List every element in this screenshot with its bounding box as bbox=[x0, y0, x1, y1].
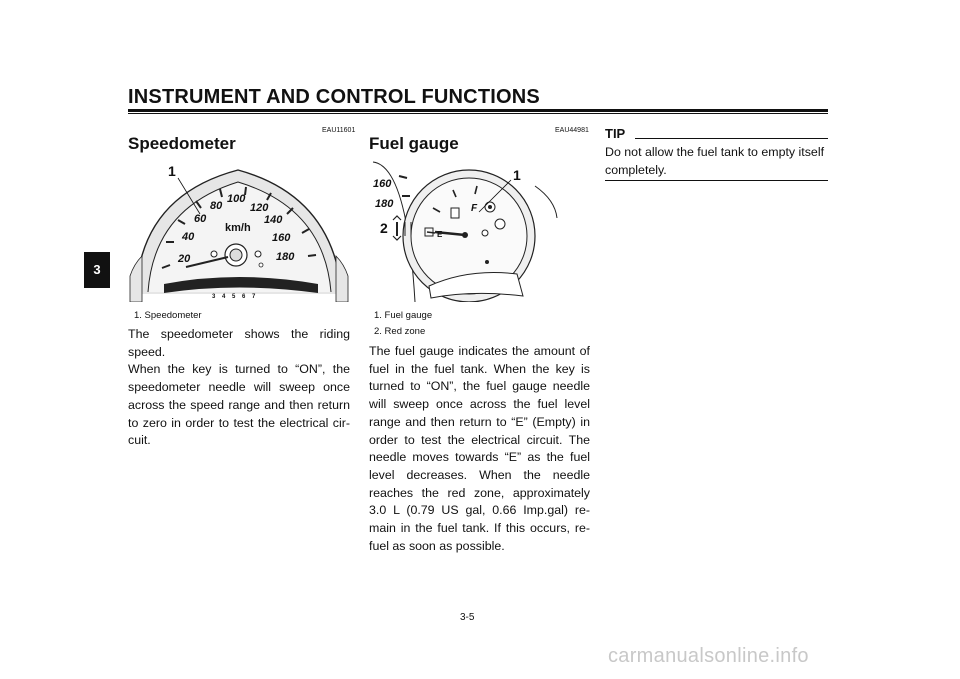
fuel-body: The fuel gauge indicates the amount of fuel in the fuel tank. When the key is turned to “ON”, the fuel gauge needle will sweep once across the fuel level range and then return to “E” (Empty) in order to test the electrical circuit. The needle moves towards “E” as the fuel level decreases. When the needle reaches the red zone, approximately 3.0 L (0.79 US gal, 0.66 Imp.gal) re-main in the fuel tank. If this occurs, re-fuel as soon as possible. bbox=[369, 344, 590, 553]
tip-bottom-rule bbox=[605, 180, 828, 181]
speed-label-80: 80 bbox=[210, 200, 223, 212]
speedometer-figure bbox=[128, 156, 350, 302]
fuel-caption-1: 1. Fuel gauge bbox=[374, 310, 433, 321]
fuel-gauge-illustration bbox=[369, 156, 591, 302]
fuel-title: Fuel gauge bbox=[369, 134, 459, 153]
speedometer-title: Speedometer bbox=[128, 134, 236, 153]
fuel-code: EAU44981 bbox=[555, 127, 589, 134]
tach-digit-5: 5 bbox=[232, 294, 236, 300]
speed-label-20: 20 bbox=[178, 253, 191, 265]
speedometer-illustration bbox=[128, 156, 350, 302]
fuel-callout-1: 1 bbox=[513, 167, 521, 183]
tip-text: Do not allow the fuel tank to empty itself completely. bbox=[605, 145, 825, 177]
fuel-caption-2: 2. Red zone bbox=[374, 326, 426, 337]
chapter-tab: 3 bbox=[84, 252, 110, 288]
speed-label-40: 40 bbox=[182, 231, 195, 243]
header-rule-thin bbox=[128, 113, 828, 114]
watermark: carmanualsonline.info bbox=[608, 645, 809, 667]
speedometer-callout-1: 1 bbox=[168, 163, 176, 179]
tach-digit-3: 3 bbox=[212, 294, 216, 300]
speed-label-160: 160 bbox=[272, 232, 291, 244]
page-number: 3-5 bbox=[460, 612, 475, 623]
speed-label-100: 100 bbox=[227, 193, 246, 205]
tach-digit-6: 6 bbox=[242, 294, 246, 300]
speed-label-120: 120 bbox=[250, 202, 269, 214]
speedometer-caption: 1. Speedometer bbox=[134, 310, 202, 321]
tip-label: TIP bbox=[605, 126, 626, 141]
fuel-empty-mark: E bbox=[437, 230, 443, 239]
speed-unit: km/h bbox=[225, 222, 251, 234]
tip-top-rule bbox=[635, 138, 828, 139]
page-header-title: INSTRUMENT AND CONTROL FUNCTIONS bbox=[128, 86, 540, 108]
header-rule bbox=[128, 109, 828, 112]
speedometer-code: EAU11601 bbox=[322, 127, 356, 134]
speed-label-60: 60 bbox=[194, 213, 207, 225]
speed-label-140: 140 bbox=[264, 214, 283, 226]
tach-digit-7: 7 bbox=[252, 294, 256, 300]
fuel-full-mark: F bbox=[471, 203, 478, 214]
speedometer-body: The speedometer shows the riding speed. When the key is turned to “ON”, the speedometer needle will sweep once across the speed range and then return to zero in order to test the electrical cir-cuit. bbox=[128, 327, 350, 448]
speed-label-180: 180 bbox=[276, 251, 295, 263]
tach-digit-4: 4 bbox=[222, 294, 226, 300]
fuel-scale-160: 160 bbox=[373, 178, 392, 190]
fuel-gauge-figure bbox=[369, 156, 591, 302]
fuel-scale-180: 180 bbox=[375, 198, 394, 210]
fuel-callout-2: 2 bbox=[380, 220, 388, 236]
